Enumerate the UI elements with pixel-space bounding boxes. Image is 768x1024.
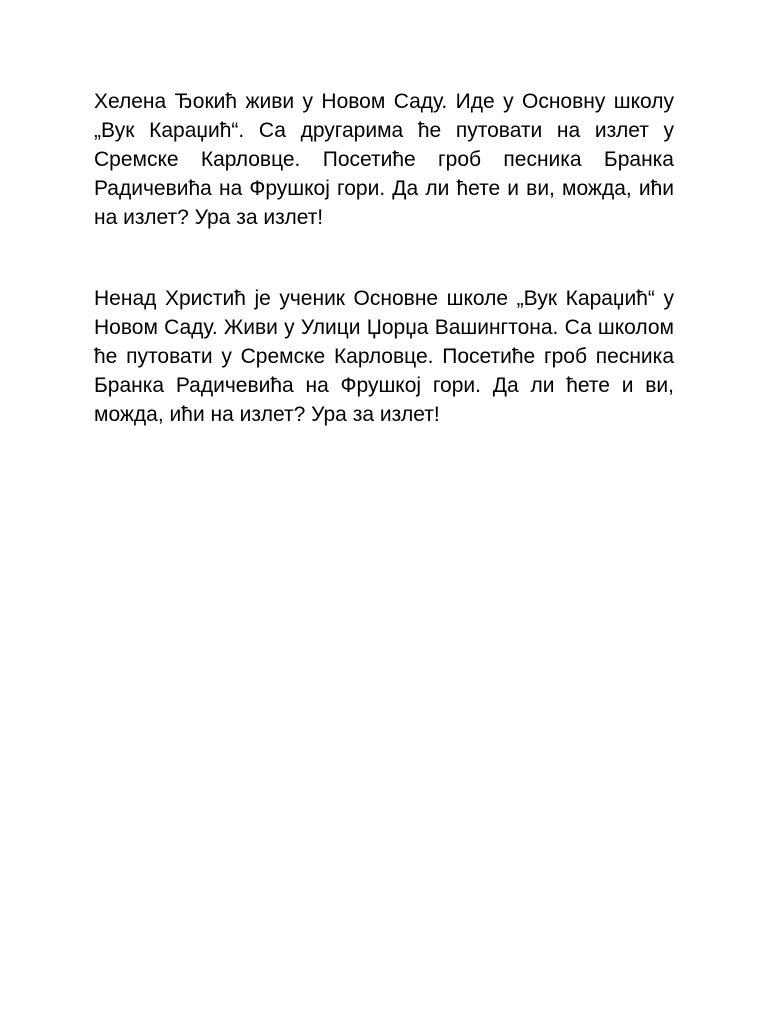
- paragraph-nenad: Ненад Христић је ученик Основне школе „Вук Караџић“ у Новом Саду. Живи у Улици Џорџа Вашингтона. Са школом ће путовати у Сремске Карловце. Посетиће гроб песника Бранка Радичевића на Фрушкој гори. Да ли ћете и ви, можда, ићи на излет? Ура за излет!: [94, 287, 674, 426]
- paragraph-helena: Хелена Ђокић живи у Новом Саду. Иде у Основну школу „Вук Караџић“. Са другарима ће путовати на излет у Сремске Карловце. Посетиће гроб песника Бранка Радичевића на Фрушкој гори. Да ли ћете и ви, можда, ићи на излет? Ура за излет!: [94, 90, 674, 229]
